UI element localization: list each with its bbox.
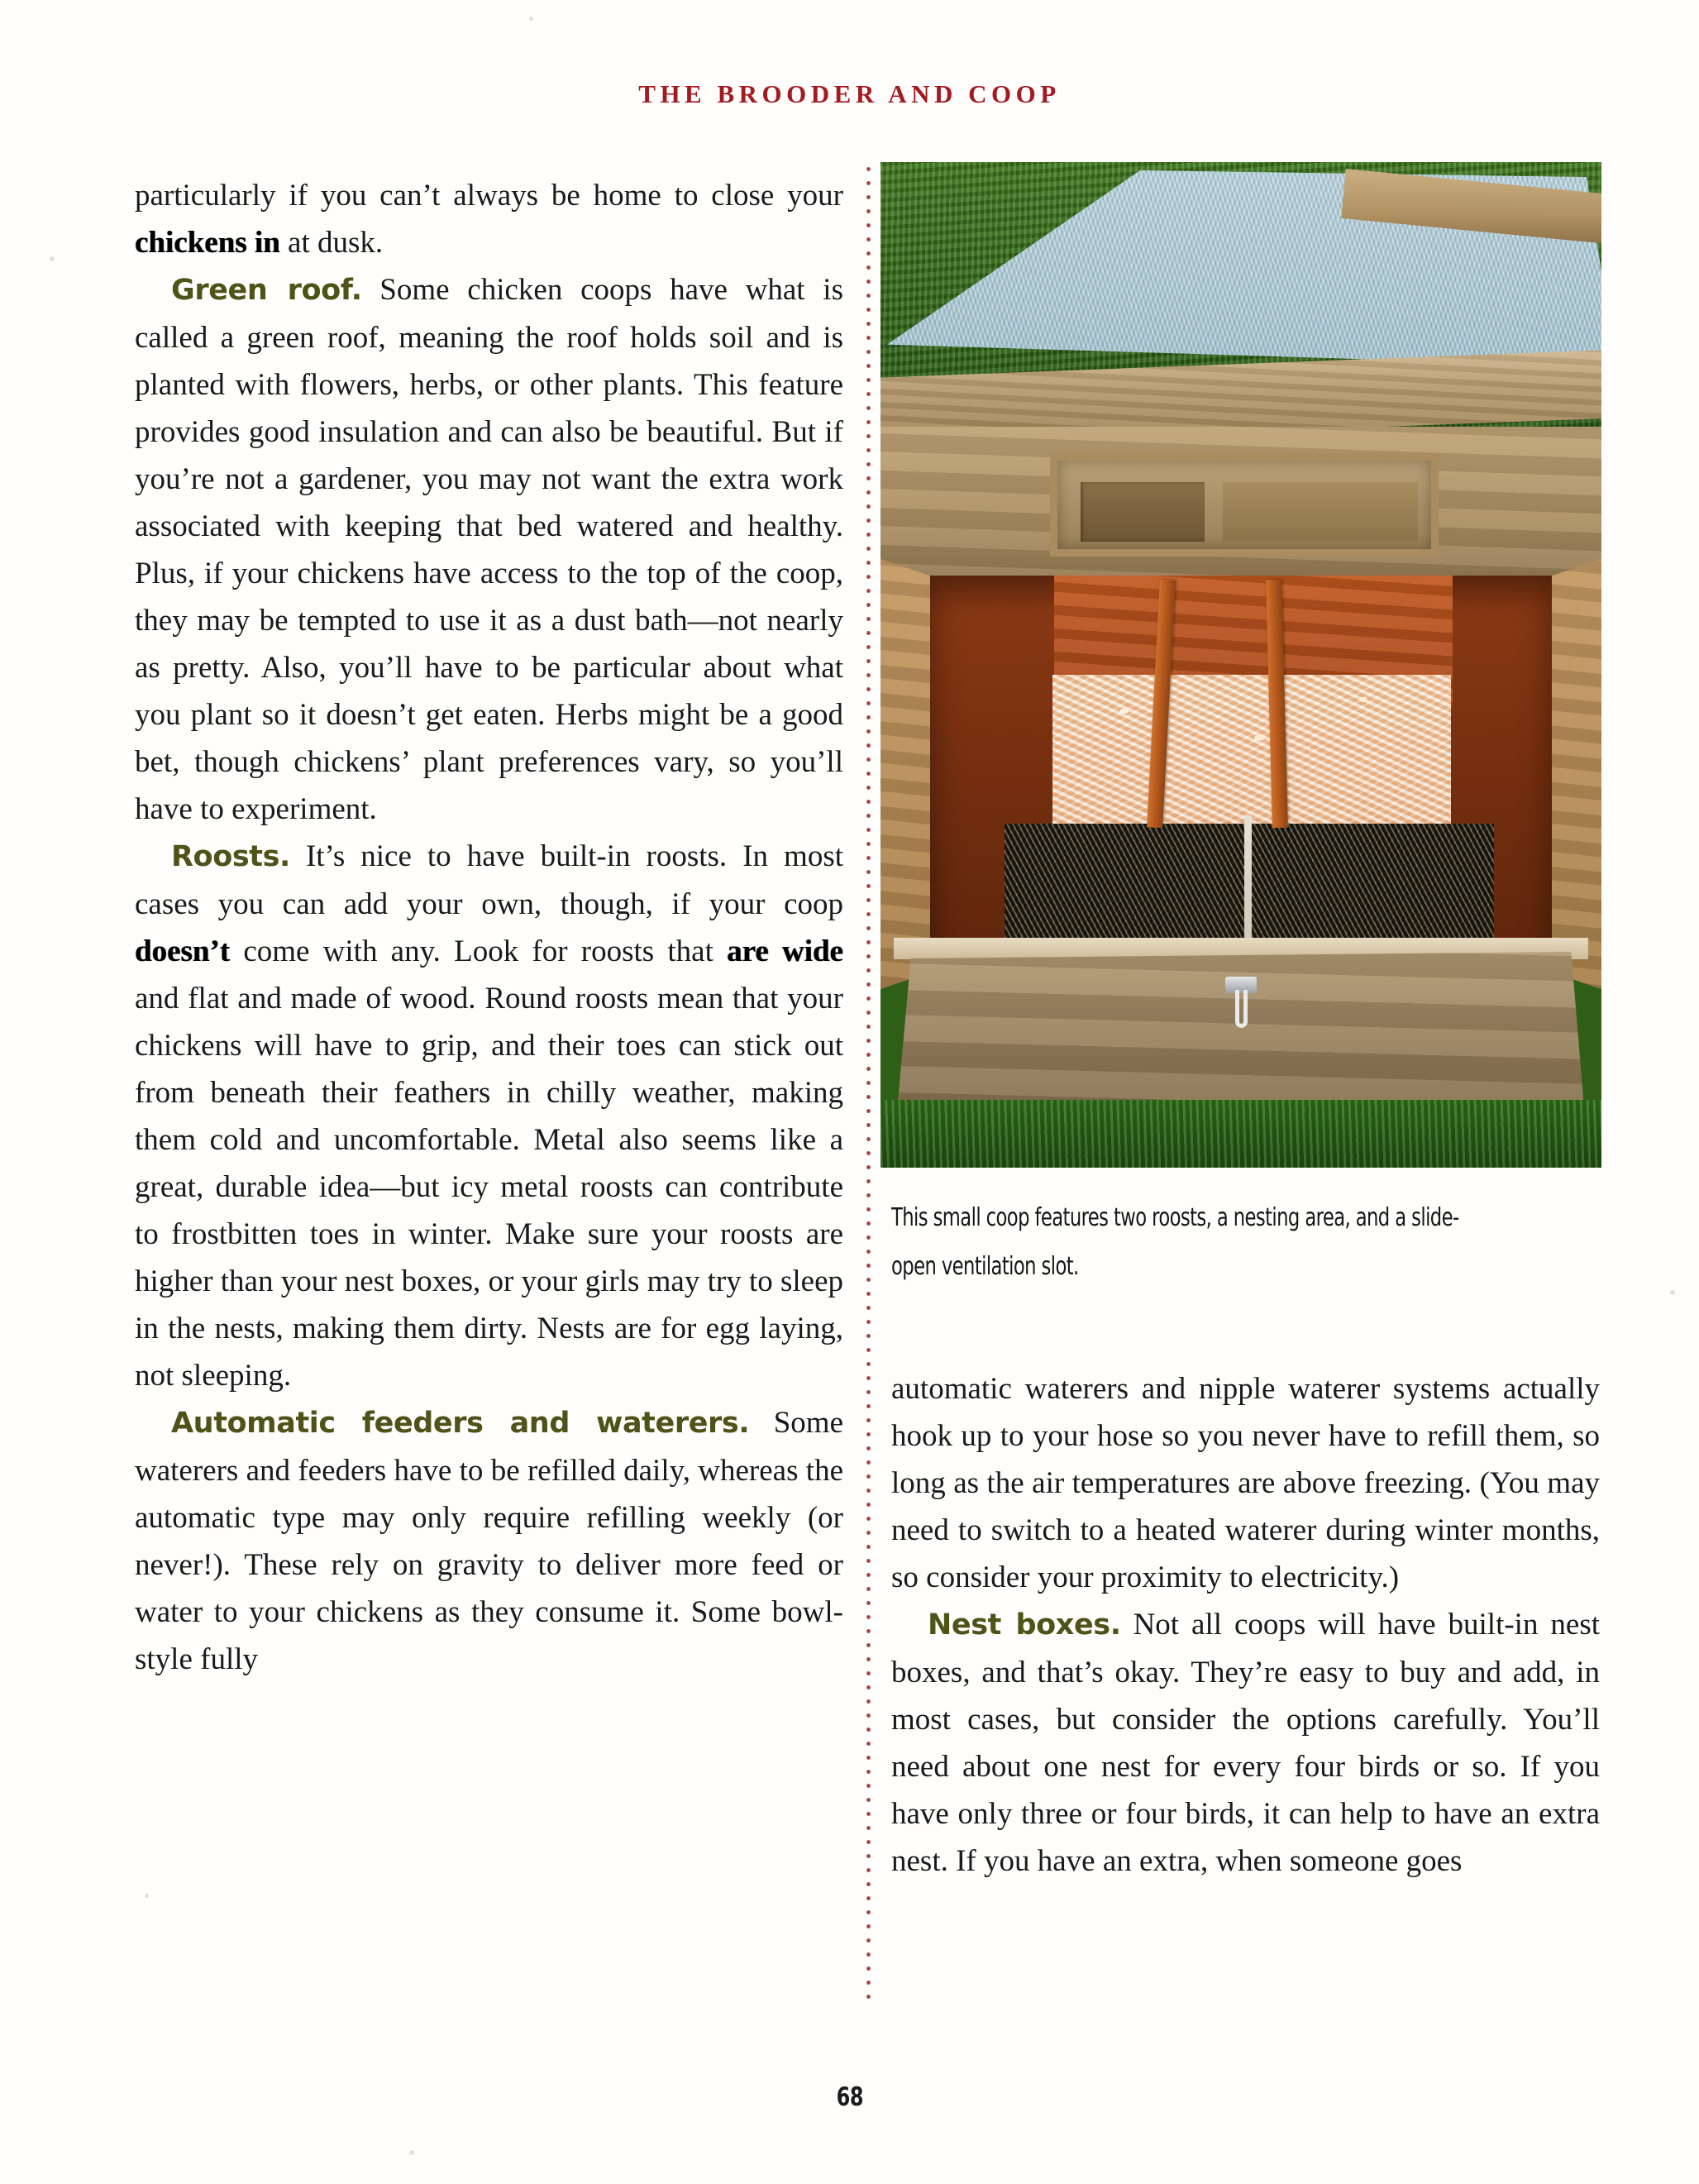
- paragraph-green-roof: Green roof. Some chicken coops have what is called a green roof, meaning the roof holds soil and is planted with flowers, herbs, or other plants. This feature provides good insulation and can also be beautiful. But if you’re not a gardener, you may not want the extra work associated with keeping that bed watered and healthy. Plus, if your chickens have access to the top of the coop, they may be tempted to use it as a dust bath—not nearly as pretty. Also, you’ll have to be particular about what you plant so it doesn’t get eaten. Herbs might be a good bet, though chickens’ plant preferences vary, so you’ll have to experiment.: [135, 273, 843, 826]
- coop-interior: [930, 576, 1552, 973]
- ventilation-slot: [1081, 482, 1205, 542]
- run-in-heading-green-roof: Green roof.: [171, 274, 362, 307]
- ventilation-slot-frame: [1050, 453, 1439, 557]
- scan-smudge-run: are wide: [727, 934, 843, 968]
- grass-foreground: [881, 1100, 1601, 1168]
- coop-photograph: [881, 162, 1601, 1168]
- run-in-heading-roosts: Roosts.: [171, 840, 290, 873]
- scan-speck: [145, 1894, 149, 1898]
- body-text-right-column: [891, 1365, 1600, 1885]
- paragraph-automatic-feeders: Automatic feeders and waterers. Some waterers and feeders have to be refilled daily, whereas the automatic type may only require refilling weekly (or never!). These rely on gravity to deliver more feed or water to your chickens as they consume it. Some bowl-style fully: [135, 1406, 844, 1676]
- running-head: THE BROODER AND COOP: [638, 79, 1061, 108]
- page-number-value: 68: [836, 2082, 863, 2112]
- paragraph: automatic waterers and nipple waterer systems actually hook up to your hose so you never have to refill them, so long as the air temperatures are above freezing. (You may need to switch to a heated waterer during winter months, so consider your proximity to electricity.): [891, 1372, 1600, 1594]
- scan-smudge-run: chickens in: [135, 226, 280, 260]
- scan-speck: [50, 256, 55, 261]
- scan-speck: [1670, 1290, 1675, 1295]
- ventilation-slide-panel: [1223, 482, 1418, 542]
- photo-canvas: [881, 162, 1601, 1168]
- nest-divider-board: [1244, 815, 1252, 952]
- figure-caption: This small coop features two roosts, a nesting area, and a slide-open ventilation slot.: [891, 1203, 1459, 1281]
- paragraph-nest-boxes: Nest boxes. Not all coops will have built-in nest boxes, and that’s okay. They’re easy to buy and add, in most cases, but consider the options carefully. You’ll need about one nest for every four birds or so. If you have only three or four birds, it can help to have an extra nest. If you have an extra, when someone goes: [891, 1608, 1601, 1878]
- column-divider-dotted-rule: [866, 162, 871, 2006]
- paragraph: particularly if you can’t always be home to close your chickens in at dusk.: [135, 179, 843, 260]
- run-in-heading-nest-boxes: Nest boxes.: [928, 1608, 1121, 1642]
- hasp-latch-icon: [1230, 977, 1252, 1028]
- scan-smudge-run: doesn’t: [135, 934, 231, 968]
- paragraph-roosts: Roosts. It’s nice to have built-in roosts. In most cases you can add your own, though, if your coop doesn’t come with any. Look for roosts that are wide and flat and made of wood. Round roosts mean that your chickens will have to grip, and their toes can stick out from beneath their feathers in chilly weather, making them cold and uncomfortable. Metal also seems like a great, durable idea—but icy metal roosts can contribute to frostbitten toes in winter. Make sure your roosts are higher than your nest boxes, or your girls may try to sleep in the nests, making them dirty. Nests are for egg laying, not sleeping.: [135, 839, 843, 1393]
- run-in-heading-automatic-feeders-and-waterers: Automatic feeders and waterers.: [171, 1407, 750, 1440]
- latch-hook: [1235, 990, 1248, 1028]
- body-text-left-column: [135, 172, 843, 1683]
- wood-shavings-bedding: [1052, 675, 1451, 840]
- scan-speck: [409, 2150, 414, 2155]
- page-number: [0, 2082, 1699, 2112]
- scan-speck: [529, 17, 533, 21]
